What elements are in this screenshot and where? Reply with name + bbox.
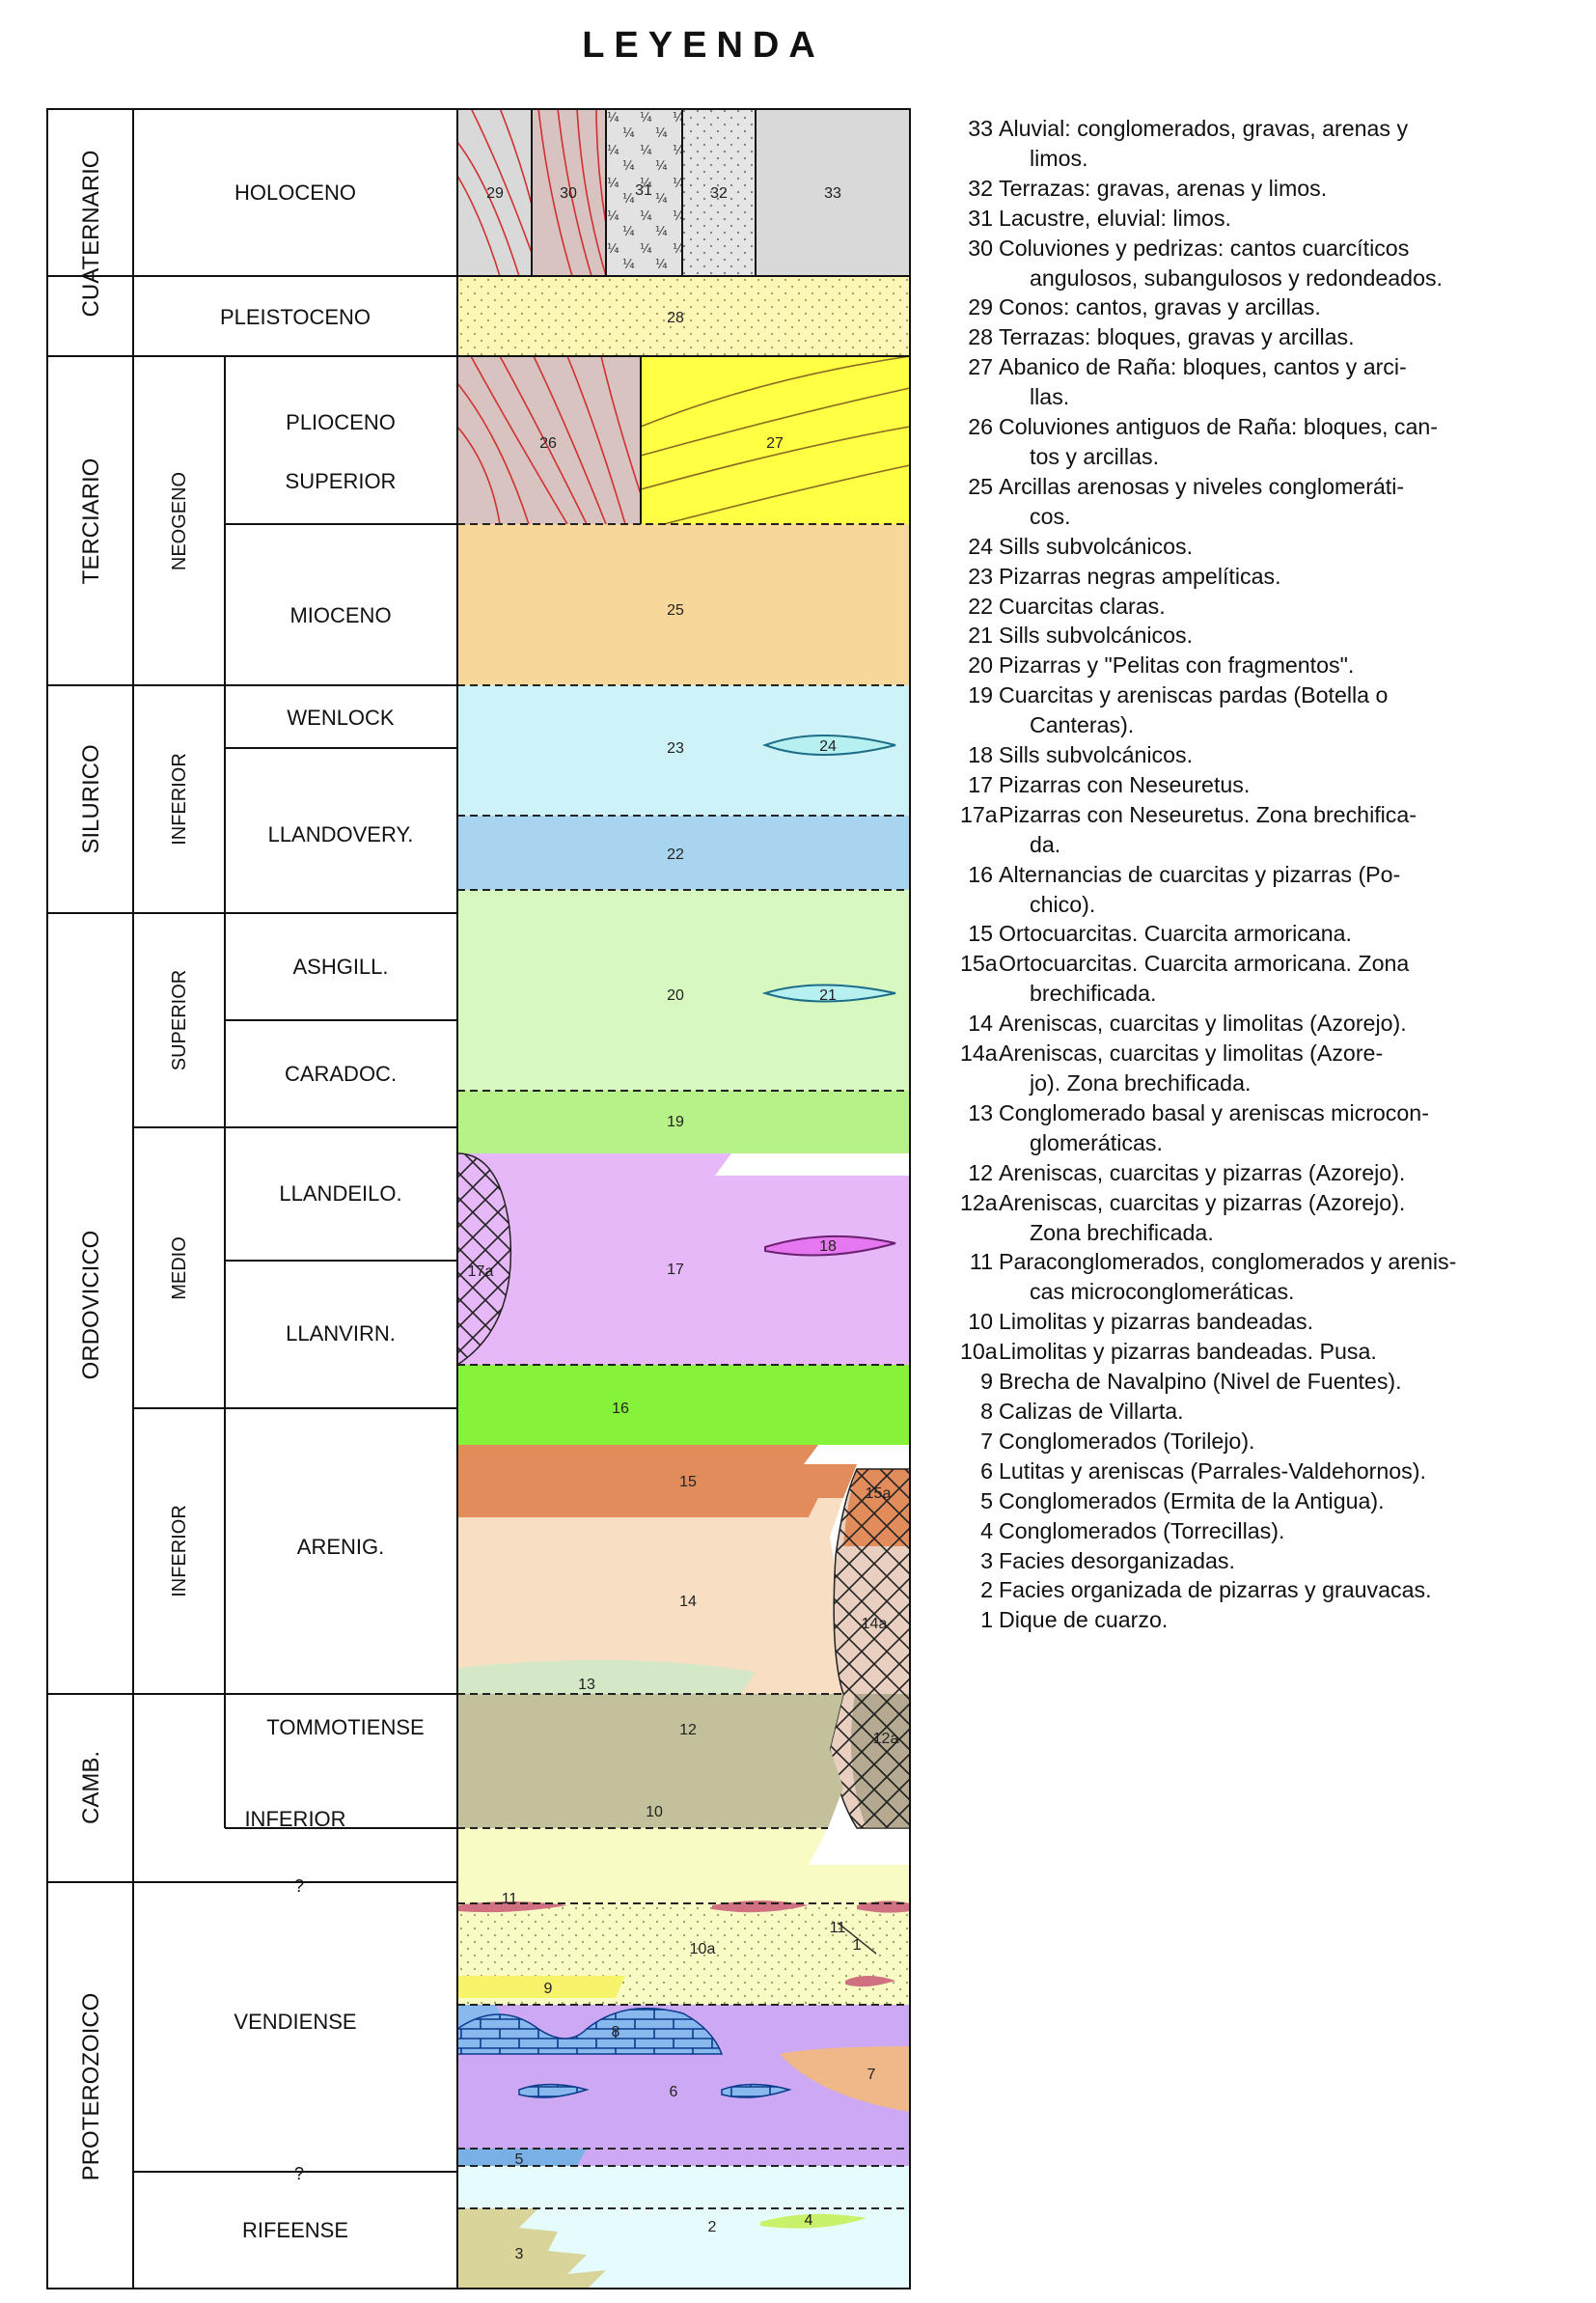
legend-item-description: [993, 352, 1407, 412]
legend-item-description: [993, 1009, 1407, 1039]
legend-item-line: Pizarras y "Pelitas con fragmentos".: [999, 652, 1355, 679]
legend-item-number: 7: [980, 1428, 993, 1454]
epoch-tommotiense: TOMMOTIENSE: [266, 1715, 425, 1739]
legend-title: LEYENDA: [582, 25, 825, 66]
legend-item-description: [993, 680, 1388, 740]
epoch-llanvirn: LLANVIRN.: [286, 1321, 396, 1346]
legend-item-description: [993, 1516, 1284, 1546]
era-labels: [78, 151, 104, 2181]
subperiod-ordovicico-medio: MEDIO: [169, 1236, 190, 1300]
legend-item-line: Pizarras con Neseuretus. Zona brechifica-: [999, 801, 1417, 827]
legend-item: [960, 1158, 1558, 1188]
legend-item-description: [993, 114, 1408, 174]
epoch-llandovery: LLANDOVERY.: [267, 822, 414, 846]
legend-item: [960, 204, 1558, 234]
legend-item: [960, 322, 1558, 352]
era-cuaternario: CUATERNARIO: [78, 150, 104, 318]
legend-item-description: [993, 1039, 1383, 1098]
legend-item: [960, 1605, 1558, 1635]
legend-item: [960, 352, 1558, 412]
legend-item: [960, 860, 1558, 920]
unit-label: 12a: [872, 1731, 899, 1747]
legend-item-number: 18: [968, 742, 993, 768]
legend-item-number: 8: [980, 1398, 993, 1424]
legend-item-line: Areniscas, cuarcitas y limolitas (Azorejo).: [999, 1011, 1407, 1037]
legend-item-number: 17: [968, 771, 993, 797]
legend-item-description: [993, 740, 1193, 770]
legend-item-line: Areniscas, cuarcitas y pizarras (Azorejo).: [999, 1189, 1406, 1215]
legend-item-description: [993, 1546, 1235, 1576]
legend-item-line: Areniscas, cuarcitas y limolitas (Azore-: [999, 1041, 1384, 1067]
unit-label: 33: [824, 185, 841, 202]
legend-item-number: 27: [968, 354, 993, 380]
legend-item: [960, 412, 1558, 472]
unit-label: 25: [667, 602, 684, 619]
column-fills: [457, 108, 910, 2289]
uncertain-boundary-mark: ?: [293, 1876, 305, 1896]
unit-label: 21: [819, 987, 837, 1004]
legend-item-description: [993, 770, 1250, 800]
unit-label: 23: [667, 740, 684, 757]
unit-label: 2: [707, 2219, 717, 2235]
legend-item: [960, 680, 1558, 740]
legend-item-line: cas microconglomeráticas.: [1030, 1279, 1295, 1305]
legend-item-line: Pizarras con Neseuretus.: [999, 771, 1251, 797]
era-proterozoico: PROTEROZOICO: [78, 1992, 104, 2181]
unit-label: 31: [635, 182, 652, 199]
legend-item-number: 2: [980, 1577, 993, 1603]
era-camb: CAMB.: [78, 1750, 104, 1825]
unit-label: 32: [710, 185, 728, 202]
epoch-vendiense: VENDIENSE: [234, 2010, 357, 2034]
legend-item-line: Lutitas y areniscas (Parrales-Valdehornos).: [999, 1457, 1426, 1484]
legend-item-number: 9: [980, 1369, 993, 1395]
legend-item-description: [993, 204, 1231, 234]
unit-label: 14: [679, 1594, 697, 1610]
subperiod-labels: [169, 472, 190, 1597]
legend-item: [960, 532, 1558, 562]
unit-label: 10a: [689, 1941, 716, 1957]
legend-item-description: [993, 592, 1166, 622]
legend-item-description: [993, 1098, 1429, 1158]
era-ordovicico: ORDOVICICO: [78, 1230, 104, 1380]
legend-item-description: [993, 1397, 1184, 1427]
legend-list: [960, 114, 1558, 1635]
unit-label: 15: [679, 1474, 697, 1490]
legend-item-number: 26: [968, 414, 993, 440]
legend-item-line: Sills subvolcánicos.: [999, 623, 1194, 649]
legend-item-description: [993, 1367, 1402, 1397]
era-silurico: SILURICO: [78, 744, 104, 854]
legend-item: [960, 621, 1558, 651]
uncertain-boundary-mark: ?: [293, 2164, 305, 2183]
legend-item-description: [993, 292, 1321, 322]
legend-item-number: 20: [968, 652, 993, 679]
legend-item-number: 22: [968, 593, 993, 619]
legend-item-description: [993, 1158, 1405, 1188]
legend-item-line: tos y arcillas.: [1030, 443, 1160, 469]
legend-item: [960, 1367, 1558, 1397]
legend-item-description: [993, 1427, 1254, 1457]
legend-item-line: Conos: cantos, gravas y arcillas.: [999, 294, 1321, 320]
legend-item: [960, 234, 1558, 293]
legend-item-number: 14a: [960, 1041, 998, 1067]
legend-item-line: Sills subvolcánicos.: [999, 533, 1194, 559]
unit-label: 6: [669, 2084, 678, 2100]
epoch-labels: [220, 180, 425, 2242]
legend-item-description: [993, 1457, 1426, 1486]
legend-item-description: [993, 562, 1281, 592]
legend-item: [960, 1039, 1558, 1098]
legend-item: [960, 651, 1558, 680]
legend-item: [960, 592, 1558, 622]
legend-item-line: Ortocuarcitas. Cuarcita armoricana. Zona: [999, 951, 1410, 977]
legend-item-line: Conglomerado basal y areniscas microcon-: [999, 1099, 1429, 1125]
legend-item-number: 29: [968, 294, 993, 320]
legend-item: [960, 770, 1558, 800]
legend-item-number: 24: [968, 533, 993, 559]
legend-item-description: [993, 322, 1355, 352]
legend-item-line: Lacustre, eluvial: limos.: [999, 205, 1231, 231]
legend-item-line: chico).: [1030, 891, 1096, 917]
legend-item-number: 13: [968, 1099, 993, 1125]
legend-item-line: Limolitas y pizarras bandeadas. Pusa.: [999, 1339, 1377, 1365]
epoch-pleistoceno: PLEISTOCENO: [219, 305, 371, 329]
legend-item: [960, 472, 1558, 532]
legend-item-description: [993, 1307, 1313, 1337]
legend-item-line: Terrazas: gravas, arenas y limos.: [999, 175, 1328, 201]
legend-item-line: Conglomerados (Torilejo).: [999, 1428, 1255, 1454]
legend-item-line: Limolitas y pizarras bandeadas.: [999, 1309, 1314, 1335]
epoch-arenig: ARENIG.: [296, 1535, 385, 1559]
unit-label: 11: [501, 1891, 518, 1907]
unit-label: 5: [514, 2151, 524, 2168]
unit-label: 16: [612, 1401, 629, 1417]
unit-label: 19: [667, 1114, 684, 1130]
epoch-ashgill: ASHGILL.: [292, 955, 389, 979]
unit-label: 12: [679, 1722, 697, 1738]
legend-item-line: brechificada.: [1030, 981, 1157, 1007]
unit-label: 18: [819, 1238, 837, 1255]
legend-item-number: 17a: [960, 801, 998, 827]
legend-item-number: 25: [968, 473, 993, 499]
unit-label: 9: [543, 1981, 553, 1997]
legend-item-line: Terrazas: bloques, gravas y arcillas.: [999, 324, 1355, 350]
legend-item-description: [993, 800, 1417, 860]
legend-item-line: Ortocuarcitas. Cuarcita armoricana.: [999, 921, 1352, 947]
unit-label: 26: [539, 435, 557, 452]
unit-label: 24: [819, 738, 837, 755]
unit-label: 13: [578, 1677, 595, 1693]
epoch-rifeense: RIFEENSE: [241, 2218, 349, 2242]
legend-item-line: cos.: [1030, 503, 1071, 529]
legend-item-line: llas.: [1030, 384, 1070, 410]
epoch-holoceno: HOLOCENO: [234, 180, 356, 205]
legend-item-line: Zona brechificada.: [1030, 1219, 1214, 1245]
legend-item: [960, 1457, 1558, 1486]
legend-item-number: 3: [980, 1547, 993, 1573]
legend-item: [960, 292, 1558, 322]
legend-item-description: [993, 1188, 1405, 1248]
unit-label: 1: [852, 1937, 862, 1954]
legend-item-number: 16: [968, 861, 993, 887]
legend-item-line: limos.: [1030, 145, 1088, 171]
unit-label: 7: [867, 2067, 876, 2083]
legend-item-description: [993, 234, 1443, 293]
epoch-llandeilo: LLANDEILO.: [279, 1181, 402, 1206]
legend-item-line: Dique de cuarzo.: [999, 1607, 1169, 1633]
legend-item: [960, 562, 1558, 592]
legend-item: [960, 1009, 1558, 1039]
epoch-mioceno: MIOCENO: [289, 603, 392, 627]
unit-label: 17a: [467, 1263, 494, 1280]
unit-label: 15a: [865, 1485, 892, 1502]
legend-item-description: [993, 919, 1352, 949]
legend-item-line: Coluviones antiguos de Raña: bloques, can-: [999, 414, 1439, 440]
unit-label: 28: [667, 310, 684, 326]
unit-label: 22: [667, 846, 684, 863]
epoch-plioceno: PLIOCENO: [286, 410, 396, 434]
legend-item-line: Coluviones y pedrizas: cantos cuarcíticos: [999, 235, 1410, 261]
unit-label: 30: [560, 185, 577, 202]
legend-item: [960, 800, 1558, 860]
legend-item-line: Cuarcitas claras.: [999, 593, 1166, 619]
legend-item-number: 12: [968, 1159, 993, 1185]
legend-item-number: 30: [968, 235, 993, 261]
legend-item-number: 12a: [960, 1189, 998, 1215]
unit-label: 14a: [861, 1616, 888, 1632]
unit-label: 4: [804, 2212, 813, 2229]
legend-item: [960, 1575, 1558, 1605]
legend-item-line: Abanico de Raña: bloques, cantos y arci-: [999, 354, 1407, 380]
legend-item-line: Conglomerados (Ermita de la Antigua).: [999, 1487, 1385, 1513]
legend-item-line: Cuarcitas y areniscas pardas (Botella o: [999, 682, 1389, 708]
legend-item-number: 6: [980, 1457, 993, 1484]
subperiod-ordovicico-inferior: INFERIOR: [169, 1505, 190, 1597]
legend-item-description: [993, 1486, 1385, 1516]
legend-item-line: Pizarras negras ampelíticas.: [999, 563, 1281, 589]
legend-item-line: Facies desorganizadas.: [999, 1547, 1235, 1573]
legend-item-description: [993, 1575, 1432, 1605]
legend-item-line: Calizas de Villarta.: [999, 1398, 1184, 1424]
legend-item: [960, 114, 1558, 174]
legend-item-number: 1: [980, 1607, 993, 1633]
legend-item-description: [993, 651, 1354, 680]
legend-item-line: Areniscas, cuarcitas y pizarras (Azorejo).: [999, 1159, 1406, 1185]
subperiod-ordovicico-superior: SUPERIOR: [169, 969, 190, 1071]
legend-item-line: Aluvial: conglomerados, gravas, arenas y: [999, 116, 1409, 141]
legend-item: [960, 1247, 1558, 1307]
legend-item-number: 28: [968, 324, 993, 350]
legend-item: [960, 1516, 1558, 1546]
epoch-superior: SUPERIOR: [285, 469, 397, 493]
legend-item-line: Alternancias de cuarcitas y pizarras (Po-: [999, 861, 1401, 887]
legend-item-line: Facies organizada de pizarras y grauvacas.: [999, 1577, 1432, 1603]
epoch-wenlock: WENLOCK: [287, 706, 395, 730]
legend-item-description: [993, 472, 1404, 532]
epoch-caradoc: CARADOC.: [284, 1062, 398, 1086]
legend-item-number: 32: [968, 175, 993, 201]
legend-item-description: [993, 532, 1193, 562]
legend-item-number: 15a: [960, 951, 998, 977]
legend-item-number: 31: [968, 205, 993, 231]
unit-label: 20: [667, 987, 684, 1004]
legend-item-number: 5: [980, 1487, 993, 1513]
legend-item-line: Sills subvolcánicos.: [999, 742, 1194, 768]
legend-item-number: 33: [968, 116, 993, 141]
legend-item-number: 4: [980, 1517, 993, 1543]
legend-item: [960, 740, 1558, 770]
subperiod-neogeno: NEOGENO: [169, 471, 190, 571]
stratigraphic-column: [46, 108, 915, 2289]
legend-item-line: Brecha de Navalpino (Nivel de Fuentes).: [999, 1369, 1402, 1395]
legend-item-line: Conglomerados (Torrecillas).: [999, 1517, 1285, 1543]
legend-item-number: 14: [968, 1011, 993, 1037]
legend-item: [960, 1098, 1558, 1158]
unit-label: 8: [611, 2024, 620, 2040]
legend-item: [960, 919, 1558, 949]
unit-label: 17: [667, 1262, 684, 1278]
legend-item-number: 10a: [960, 1339, 998, 1365]
unit-label: 27: [766, 435, 784, 452]
legend-item-description: [993, 1337, 1377, 1367]
unit-label: 11: [829, 1920, 846, 1936]
legend-item-description: [993, 860, 1400, 920]
legend-item-number: 21: [968, 623, 993, 649]
legend-item: [960, 1188, 1558, 1248]
legend-item-description: [993, 412, 1438, 472]
legend-item-line: Canteras).: [1030, 712, 1135, 738]
unit-label: 10: [646, 1804, 663, 1820]
legend-item: [960, 1486, 1558, 1516]
legend-item-line: Paraconglomerados, conglomerados y arenis-: [999, 1249, 1457, 1275]
legend-item: [960, 949, 1558, 1009]
legend-item-number: 15: [968, 921, 993, 947]
legend-item-line: Arcillas arenosas y niveles conglomeráti-: [999, 473, 1405, 499]
legend-item: [960, 1546, 1558, 1576]
legend-item-description: [993, 621, 1193, 651]
epoch-camb-inferior: INFERIOR: [244, 1807, 346, 1831]
legend-item-number: 11: [969, 1249, 993, 1275]
era-terciario: TERCIARIO: [78, 458, 104, 585]
legend-item-description: [993, 174, 1327, 204]
legend-item-number: 10: [968, 1309, 993, 1335]
unit-label: 29: [486, 185, 504, 202]
legend-item: [960, 1307, 1558, 1337]
unit-label: 3: [514, 2246, 524, 2262]
subperiod-silurico-inferior: INFERIOR: [169, 753, 190, 846]
legend-item-line: angulosos, subangulosos y redondeados.: [1030, 264, 1443, 291]
legend-item-description: [993, 1605, 1168, 1635]
legend-item: [960, 1337, 1558, 1367]
legend-item-line: glomeráticas.: [1030, 1129, 1163, 1155]
legend-item-description: [993, 949, 1409, 1009]
legend-item: [960, 174, 1558, 204]
legend-item-number: 23: [968, 563, 993, 589]
legend-item-number: 19: [968, 682, 993, 708]
legend-item: [960, 1427, 1558, 1457]
legend-item: [960, 1397, 1558, 1427]
legend-item-line: jo). Zona brechificada.: [1030, 1070, 1252, 1096]
legend-item-line: da.: [1030, 831, 1061, 857]
legend-item-description: [993, 1247, 1456, 1307]
